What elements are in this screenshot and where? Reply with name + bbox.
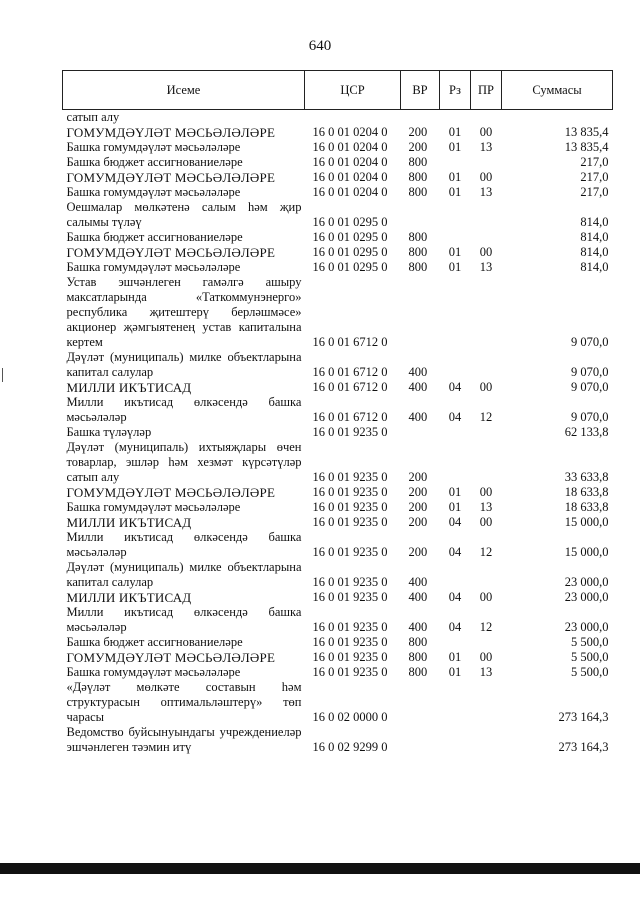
cell-pr: [471, 560, 502, 590]
cell-rz: [440, 200, 471, 230]
cell-rz: 04: [448, 380, 462, 394]
cell-amount: 9 070,0: [571, 335, 609, 349]
table-row: [63, 530, 613, 560]
cell-csr: 16 0 01 0295 0: [312, 215, 388, 229]
cell-name: «Дәүләт мөлкәте составын һәм структурасын оптимальләштерү» төп чарасы: [66, 680, 302, 724]
cell-name: ГОМУМДӘҮЛӘТ МӘСЬӘЛӘЛӘРЕ: [66, 170, 276, 185]
cell-amount: 13 835,4: [564, 125, 609, 139]
cell-vr: [401, 275, 440, 350]
cell-name: сатып алу: [66, 110, 120, 124]
cell-rz: [440, 110, 471, 126]
cell-rz: 01: [448, 140, 462, 154]
cell-name: Башка бюджет ассигнованиеләре: [66, 155, 243, 169]
cell-rz: [440, 680, 471, 725]
cell-rz: 04: [448, 515, 462, 529]
cell-vr: [401, 200, 440, 230]
scan-mark: [2, 368, 3, 382]
cell-pr: [471, 725, 502, 755]
table-row: [63, 605, 613, 635]
cell-pr: 12: [479, 545, 493, 559]
cell-name: ГОМУМДӘҮЛӘТ МӘСЬӘЛӘЛӘРЕ: [66, 650, 276, 665]
table-row: [63, 560, 613, 590]
cell-pr: [471, 230, 502, 245]
table-row: [63, 650, 613, 665]
cell-pr: 13: [479, 665, 493, 679]
cell-pr: 00: [479, 380, 493, 394]
table-row: [63, 395, 613, 425]
table-row: [63, 440, 613, 485]
cell-name: Башка түләүләр: [66, 425, 152, 439]
cell-rz: 01: [448, 185, 462, 199]
cell-pr: 00: [479, 485, 493, 499]
cell-name: Милли икътисад өлкәсендә башка мәсьәләләр: [66, 605, 302, 634]
cell-rz: 01: [448, 650, 462, 664]
cell-rz: [440, 725, 471, 755]
cell-csr: 16 0 01 9235 0: [312, 425, 388, 439]
cell-name: Дәүләт (муниципаль) милке объектларына капитал салулар: [66, 560, 302, 589]
cell-amount: 18 633,8: [564, 500, 609, 514]
cell-name: Оешмалар мөлкәтенә салым һәм җир салымы түләү: [66, 200, 302, 229]
cell-name: Милли икътисад өлкәсендә башка мәсьәләләр: [66, 530, 302, 559]
cell-csr: 16 0 01 0204 0: [312, 170, 388, 184]
cell-csr: 16 0 01 0295 0: [312, 230, 388, 244]
cell-pr: 13: [479, 140, 493, 154]
cell-pr: 00: [479, 590, 493, 604]
cell-amount: 273 164,3: [558, 710, 609, 724]
cell-name: МИЛЛИ ИКЪТИСАД: [66, 590, 192, 605]
table-row: [63, 170, 613, 185]
footer-bar: [0, 863, 640, 874]
table-row: [63, 485, 613, 500]
table-row: [63, 110, 613, 126]
cell-pr: [471, 110, 502, 126]
header-csr: ЦСР: [305, 71, 401, 110]
cell-csr: 16 0 01 0204 0: [312, 185, 388, 199]
table-row: [63, 350, 613, 380]
cell-rz: 04: [448, 620, 462, 634]
cell-csr: 16 0 01 6712 0: [312, 410, 388, 424]
cell-pr: 00: [479, 245, 493, 259]
table-header-row: [63, 71, 613, 110]
cell-amount: 15 000,0: [564, 515, 609, 529]
cell-pr: [471, 350, 502, 380]
cell-vr: 800: [408, 170, 428, 184]
cell-vr: 400: [408, 380, 428, 394]
cell-pr: 00: [479, 125, 493, 139]
cell-vr: 800: [408, 155, 428, 169]
cell-csr: [305, 110, 401, 126]
cell-amount: 217,0: [580, 155, 609, 169]
cell-amount: 5 500,0: [571, 635, 609, 649]
cell-name: Дәүләт (муниципаль) милке объектларына капитал салулар: [66, 350, 302, 379]
cell-vr: 400: [408, 410, 428, 424]
cell-amount: 15 000,0: [564, 545, 609, 559]
cell-vr: 400: [408, 365, 428, 379]
cell-rz: [440, 425, 471, 440]
cell-vr: 200: [408, 470, 428, 484]
cell-name: Башка гомумдәүләт мәсьәләләре: [66, 185, 241, 199]
cell-amount: 217,0: [580, 170, 609, 184]
cell-csr: 16 0 01 0295 0: [312, 260, 388, 274]
cell-csr: 16 0 01 0204 0: [312, 140, 388, 154]
cell-csr: 16 0 01 6712 0: [312, 365, 388, 379]
cell-vr: 200: [408, 125, 428, 139]
table-row: [63, 680, 613, 725]
cell-name: Ведомство буйсынуындагы учреждениеләр эшчәнлеген тәэмин итү: [66, 725, 302, 754]
cell-pr: [471, 275, 502, 350]
cell-csr: 16 0 01 9235 0: [312, 575, 388, 589]
cell-amount: 814,0: [580, 245, 609, 259]
cell-name: Башка бюджет ассигнованиеләре: [66, 635, 243, 649]
cell-vr: 800: [408, 665, 428, 679]
cell-pr: 12: [479, 410, 493, 424]
cell-rz: [440, 155, 471, 170]
cell-amount: 23 000,0: [564, 590, 609, 604]
cell-csr: 16 0 01 9235 0: [312, 620, 388, 634]
cell-name: Башка гомумдәүләт мәсьәләләре: [66, 665, 241, 679]
cell-rz: [440, 275, 471, 350]
cell-amount: 9 070,0: [571, 380, 609, 394]
cell-pr: 13: [479, 260, 493, 274]
cell-vr: 800: [408, 650, 428, 664]
cell-rz: 01: [448, 500, 462, 514]
cell-csr: 16 0 02 9299 0: [312, 740, 388, 754]
table-row: [63, 125, 613, 140]
cell-rz: [440, 440, 471, 485]
cell-vr: 800: [408, 230, 428, 244]
cell-name: Дәүләт (муниципаль) ихтыяҗлары өчен товарлар, эшләр һәм хезмәт күрсәтүләр сатып алу: [66, 440, 302, 484]
header-name: Исеме: [63, 71, 305, 110]
cell-rz: [440, 560, 471, 590]
cell-rz: 01: [448, 260, 462, 274]
cell-rz: [440, 350, 471, 380]
cell-pr: 12: [479, 620, 493, 634]
cell-pr: 13: [479, 185, 493, 199]
cell-rz: 01: [448, 245, 462, 259]
cell-amount: 814,0: [580, 260, 609, 274]
cell-csr: 16 0 01 6712 0: [312, 335, 388, 349]
cell-amount: 9 070,0: [571, 365, 609, 379]
cell-amount: 9 070,0: [571, 410, 609, 424]
table-row: [63, 425, 613, 440]
cell-amount: 814,0: [580, 230, 609, 244]
cell-amount: 33 633,8: [564, 470, 609, 484]
cell-pr: [471, 680, 502, 725]
cell-rz: 04: [448, 410, 462, 424]
cell-amount: 18 633,8: [564, 485, 609, 499]
cell-name: ГОМУМДӘҮЛӘТ МӘСЬӘЛӘЛӘРЕ: [66, 125, 276, 140]
cell-rz: [440, 230, 471, 245]
table-body: [63, 110, 613, 756]
cell-name: ГОМУМДӘҮЛӘТ МӘСЬӘЛӘЛӘРЕ: [66, 485, 276, 500]
cell-name: Башка бюджет ассигнованиеләре: [66, 230, 243, 244]
table-row: [63, 500, 613, 515]
cell-name: ГОМУМДӘҮЛӘТ МӘСЬӘЛӘЛӘРЕ: [66, 245, 276, 260]
cell-name: МИЛЛИ ИКЪТИСАД: [66, 515, 192, 530]
table-row: [63, 230, 613, 245]
table-row: [63, 185, 613, 200]
cell-vr: 400: [408, 620, 428, 634]
cell-csr: 16 0 01 0204 0: [312, 155, 388, 169]
cell-rz: [440, 635, 471, 650]
cell-pr: 00: [479, 650, 493, 664]
table-row: [63, 275, 613, 350]
cell-rz: 01: [448, 485, 462, 499]
cell-rz: 04: [448, 545, 462, 559]
cell-vr: 400: [408, 575, 428, 589]
cell-vr: [401, 725, 440, 755]
cell-vr: [401, 110, 440, 126]
cell-vr: [401, 680, 440, 725]
cell-rz: 01: [448, 170, 462, 184]
cell-amount: 62 133,8: [564, 425, 609, 439]
cell-pr: [471, 200, 502, 230]
cell-amount: 13 835,4: [564, 140, 609, 154]
cell-csr: 16 0 01 9235 0: [312, 635, 388, 649]
cell-vr: 200: [408, 140, 428, 154]
table-row: [63, 635, 613, 650]
cell-rz: 01: [448, 665, 462, 679]
table-row: [63, 200, 613, 230]
header-amount: Суммасы: [502, 71, 613, 110]
cell-pr: 00: [479, 170, 493, 184]
cell-name: Милли икътисад өлкәсендә башка мәсьәләләр: [66, 395, 302, 424]
cell-name: Устав эшчәнлеген гамәлгә ашыру максатларында «Таткоммунэнерго» республика җитештерү берләшмәсе» акционер җәмгыятенең устав капиталына кертем: [66, 275, 302, 349]
cell-csr: 16 0 01 9235 0: [312, 650, 388, 664]
table-row: [63, 515, 613, 530]
cell-csr: 16 0 01 9235 0: [312, 590, 388, 604]
cell-vr: 800: [408, 635, 428, 649]
page-number: 640: [308, 38, 332, 54]
table-row: [63, 245, 613, 260]
header-vr: ВР: [401, 71, 440, 110]
cell-csr: 16 0 01 9235 0: [312, 665, 388, 679]
cell-amount: 23 000,0: [564, 620, 609, 634]
table-row: [63, 590, 613, 605]
cell-csr: 16 0 02 0000 0: [312, 710, 388, 724]
cell-csr: 16 0 01 9235 0: [312, 545, 388, 559]
cell-name: МИЛЛИ ИКЪТИСАД: [66, 380, 192, 395]
cell-csr: 16 0 01 9235 0: [312, 470, 388, 484]
header-pr: ПР: [471, 71, 502, 110]
cell-csr: 16 0 01 0204 0: [312, 125, 388, 139]
table-row: [63, 140, 613, 155]
cell-csr: 16 0 01 9235 0: [312, 515, 388, 529]
header-rz: Рз: [440, 71, 471, 110]
cell-csr: 16 0 01 9235 0: [312, 500, 388, 514]
cell-amount: 5 500,0: [571, 665, 609, 679]
budget-table: [62, 70, 613, 755]
table-row: [63, 725, 613, 755]
cell-vr: 400: [408, 590, 428, 604]
cell-csr: 16 0 01 6712 0: [312, 380, 388, 394]
cell-pr: [471, 635, 502, 650]
table-row: [63, 155, 613, 170]
cell-rz: 01: [448, 125, 462, 139]
cell-vr: 200: [408, 545, 428, 559]
cell-pr: [471, 440, 502, 485]
table-row: [63, 665, 613, 680]
cell-amount: 814,0: [580, 215, 609, 229]
cell-csr: 16 0 01 0295 0: [312, 245, 388, 259]
cell-vr: 800: [408, 245, 428, 259]
cell-amount: [502, 110, 613, 126]
cell-amount: 5 500,0: [571, 650, 609, 664]
cell-vr: [401, 425, 440, 440]
cell-pr: 13: [479, 500, 493, 514]
cell-amount: 273 164,3: [558, 740, 609, 754]
cell-amount: 23 000,0: [564, 575, 609, 589]
cell-vr: 800: [408, 185, 428, 199]
table-row: [63, 260, 613, 275]
cell-rz: 04: [448, 590, 462, 604]
cell-vr: 800: [408, 260, 428, 274]
cell-csr: 16 0 01 9235 0: [312, 485, 388, 499]
cell-pr: [471, 155, 502, 170]
cell-pr: [471, 425, 502, 440]
cell-vr: 200: [408, 515, 428, 529]
cell-pr: 00: [479, 515, 493, 529]
cell-name: Башка гомумдәүләт мәсьәләләре: [66, 140, 241, 154]
cell-name: Башка гомумдәүләт мәсьәләләре: [66, 260, 241, 274]
cell-amount: 217,0: [580, 185, 609, 199]
table-row: [63, 380, 613, 395]
cell-name: Башка гомумдәүләт мәсьәләләре: [66, 500, 241, 514]
cell-vr: 200: [408, 500, 428, 514]
cell-vr: 200: [408, 485, 428, 499]
